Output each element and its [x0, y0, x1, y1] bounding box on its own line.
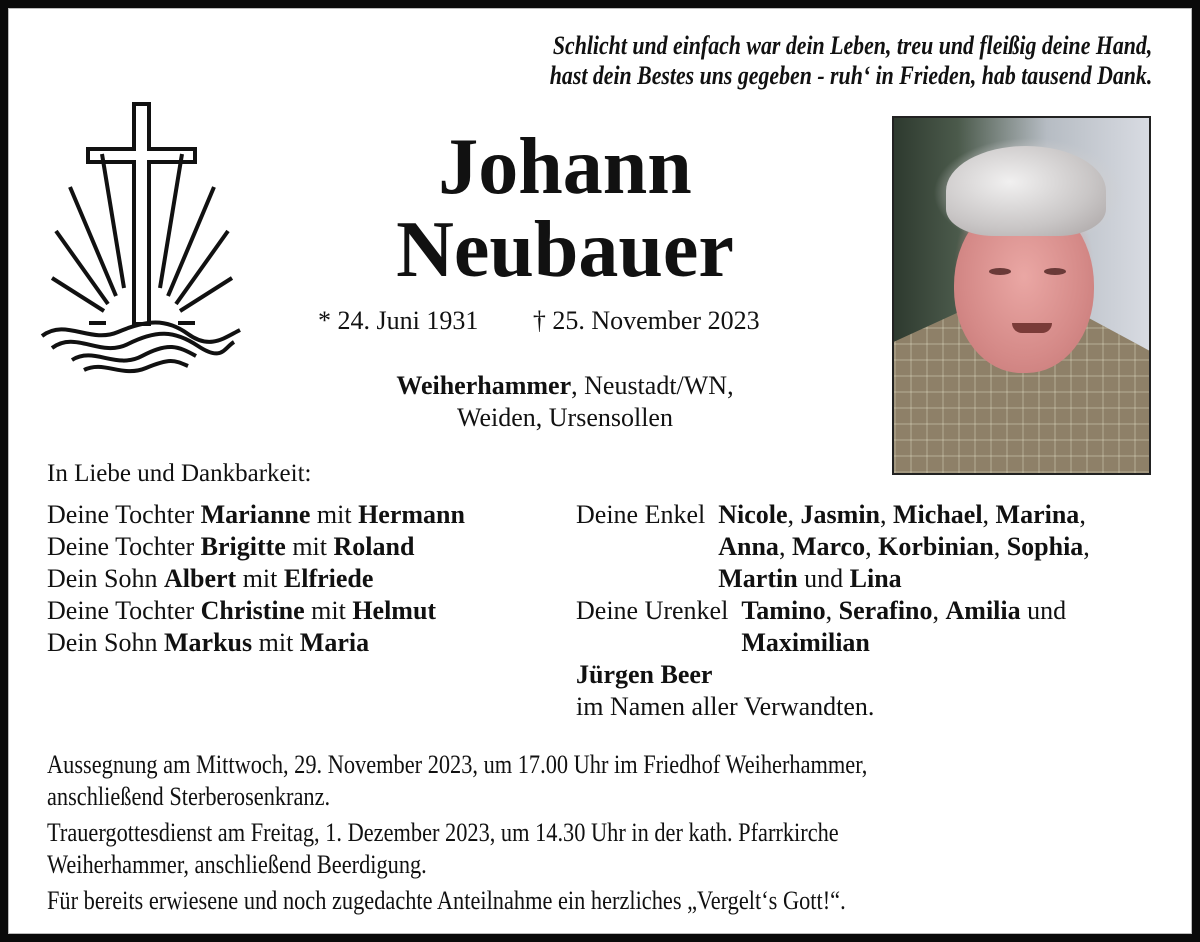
- great-grandchildren-names: Tamino, Serafino, Amilia und Maximilian: [741, 596, 1067, 657]
- birth-date: 24. Juni 1931: [337, 306, 479, 335]
- great-grandchildren-label: Deine Urenkel: [576, 596, 729, 625]
- service-line-3: Trauergottesdienst am Freitag, 1. Dezember 2023, um 14.30 Uhr in der kath. Pfarrkirche: [47, 818, 839, 847]
- service-details: [47, 749, 867, 917]
- birth-symbol: *: [318, 306, 331, 335]
- service-line-1: Aussegnung am Mittwoch, 29. November 2023, um 17.00 Uhr im Friedhof Weiherhammer,: [47, 750, 868, 779]
- portrait-photo: [892, 116, 1151, 475]
- photo-eye-left: [989, 268, 1011, 275]
- thanks-line: Für bereits erwiesene und noch zugedachte Anteilnahme ein herzliches „Vergelt‘s Gott!“.: [47, 886, 846, 915]
- child-row: Deine Tochter Brigitte mit Roland: [47, 532, 415, 561]
- verse-line-1: Schlicht und einfach war dein Leben, treu und fleißig deine Hand,: [552, 31, 1152, 60]
- death-symbol-icon: †: [532, 306, 546, 335]
- child-row: Deine Tochter Christine mit Helmut: [47, 596, 437, 625]
- photo-mouth: [1012, 323, 1052, 333]
- grandchildren-row: [576, 499, 1090, 595]
- child-row: Dein Sohn Markus mit Maria: [47, 628, 370, 657]
- place-line-2: Weiden, Ursensollen: [457, 403, 673, 432]
- death-date: 25. November 2023: [552, 306, 760, 335]
- grandchildren-block: [576, 499, 1090, 723]
- grandchildren-label: Deine Enkel: [576, 500, 706, 529]
- verse-line-2: hast dein Bestes uns gegeben - ruh‘ in Frieden, hab tausend Dank.: [549, 61, 1152, 90]
- photo-hair: [946, 146, 1106, 236]
- memorial-verse: [549, 31, 1152, 91]
- signatory: Jürgen Beer: [576, 660, 713, 689]
- deceased-last-name: Neubauer: [396, 206, 734, 294]
- place-rest: , Neustadt/WN,: [571, 371, 734, 400]
- place-primary: Weiherhammer: [396, 371, 572, 400]
- signatory-note: im Namen aller Verwandten.: [576, 692, 875, 721]
- child-row: Dein Sohn Albert mit Elfriede: [47, 564, 374, 593]
- photo-eye-right: [1044, 268, 1066, 275]
- children-list: [47, 499, 465, 659]
- service-line-2: anschließend Sterberosenkranz.: [47, 782, 331, 811]
- child-row: Deine Tochter Marianne mit Hermann: [47, 500, 465, 529]
- mourners-intro: In Liebe und Dankbarkeit:: [47, 460, 312, 487]
- deceased-first-name: Johann: [438, 123, 692, 211]
- great-grandchildren-row: [576, 595, 1090, 659]
- grandchildren-names: Nicole, Jasmin, Michael, Marina, Anna, Marco, Korbinian, Sophia, Martin und Lina: [718, 500, 1090, 593]
- cross-sun-waves-icon: [38, 98, 243, 376]
- places: [330, 370, 800, 434]
- service-line-4: Weiherhammer, anschließend Beerdigung.: [47, 850, 427, 879]
- life-dates: [318, 306, 760, 336]
